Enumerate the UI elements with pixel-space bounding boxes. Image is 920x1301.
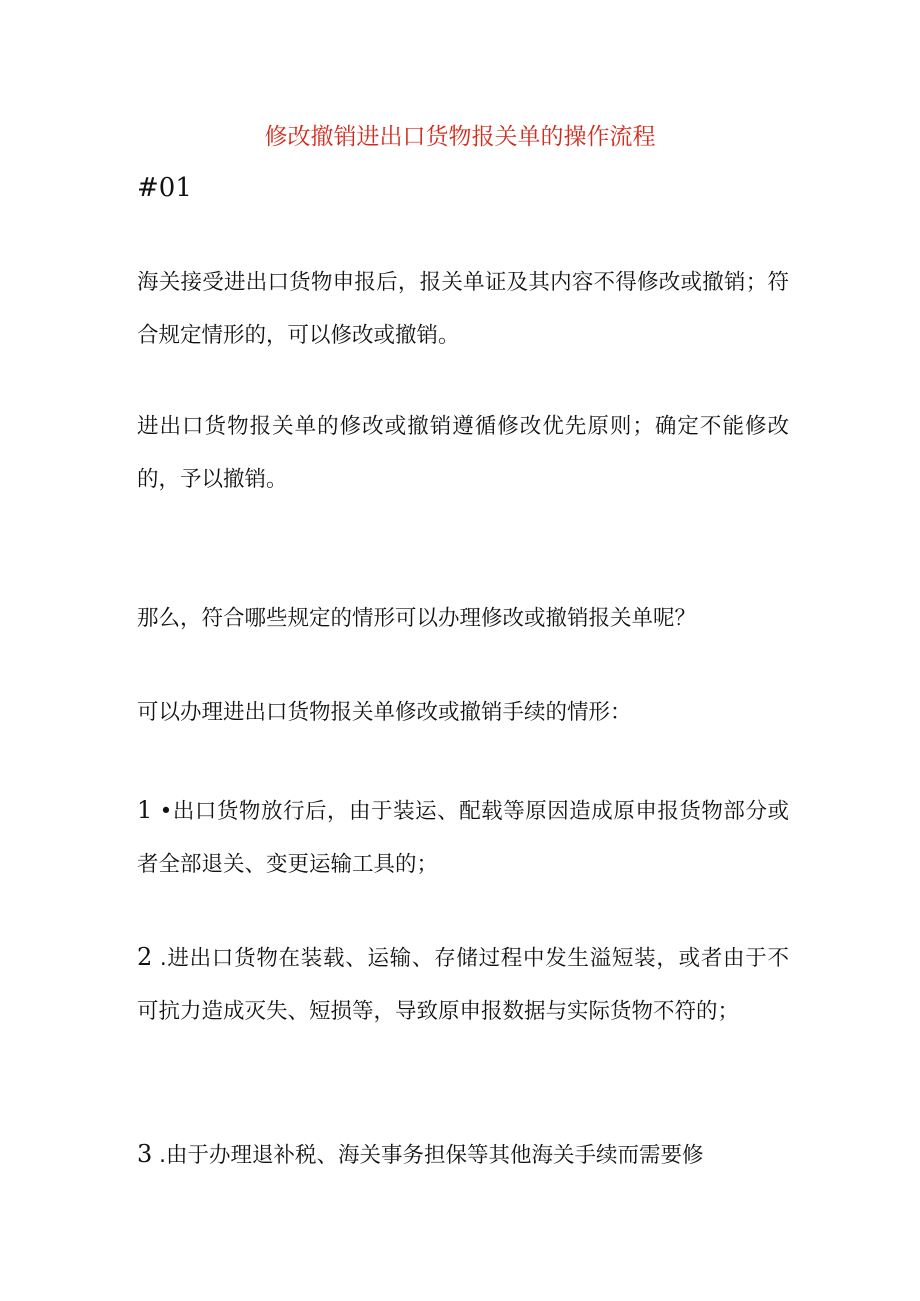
paragraph-modification-priority: 进出口货物报关单的修改或撤销遵循修改优先原则；确定不能修改的，予以撤销。 <box>137 414 789 492</box>
list-item-number: 3 <box>137 1140 153 1168</box>
paragraph-declaration-rule: 海关接受进出口货物申报后，报关单证及其内容不得修改或撤销；符合规定情形的，可以修改或撤销。 <box>137 270 789 348</box>
list-item-3 <box>137 1128 789 1182</box>
list-item-text: 出口货物放行后，由于装运、配载等原因造成原申报货物部分或者全部退关、变更运输工具的； <box>137 799 789 877</box>
document-title: 修改撤销进出口货物报关单的操作流程 <box>264 124 656 150</box>
list-item-separator: . <box>152 1143 166 1168</box>
section-number: #01 <box>137 173 192 203</box>
list-item-number: 2 <box>137 943 153 971</box>
list-item-separator: • <box>152 799 173 824</box>
list-item-separator: . <box>152 946 167 971</box>
list-item-1 <box>137 784 789 891</box>
paragraph-list-intro: 可以办理进出口货物报关单修改或撤销手续的情形： <box>137 700 632 725</box>
list-item-text: 进出口货物在装载、运输、存储过程中发生溢短装，或者由于不可抗力造成灭失、短损等，导致原申报数据与实际货物不符的； <box>137 946 789 1024</box>
list-item-2 <box>137 931 789 1038</box>
list-item-text: 由于办理退补税、海关事务担保等其他海关手续而需要修 <box>165 1143 704 1168</box>
list-item-number: 1 <box>137 796 153 824</box>
paragraph-question: 那么，符合哪些规定的情形可以办理修改或撤销报关单呢？ <box>137 606 697 631</box>
